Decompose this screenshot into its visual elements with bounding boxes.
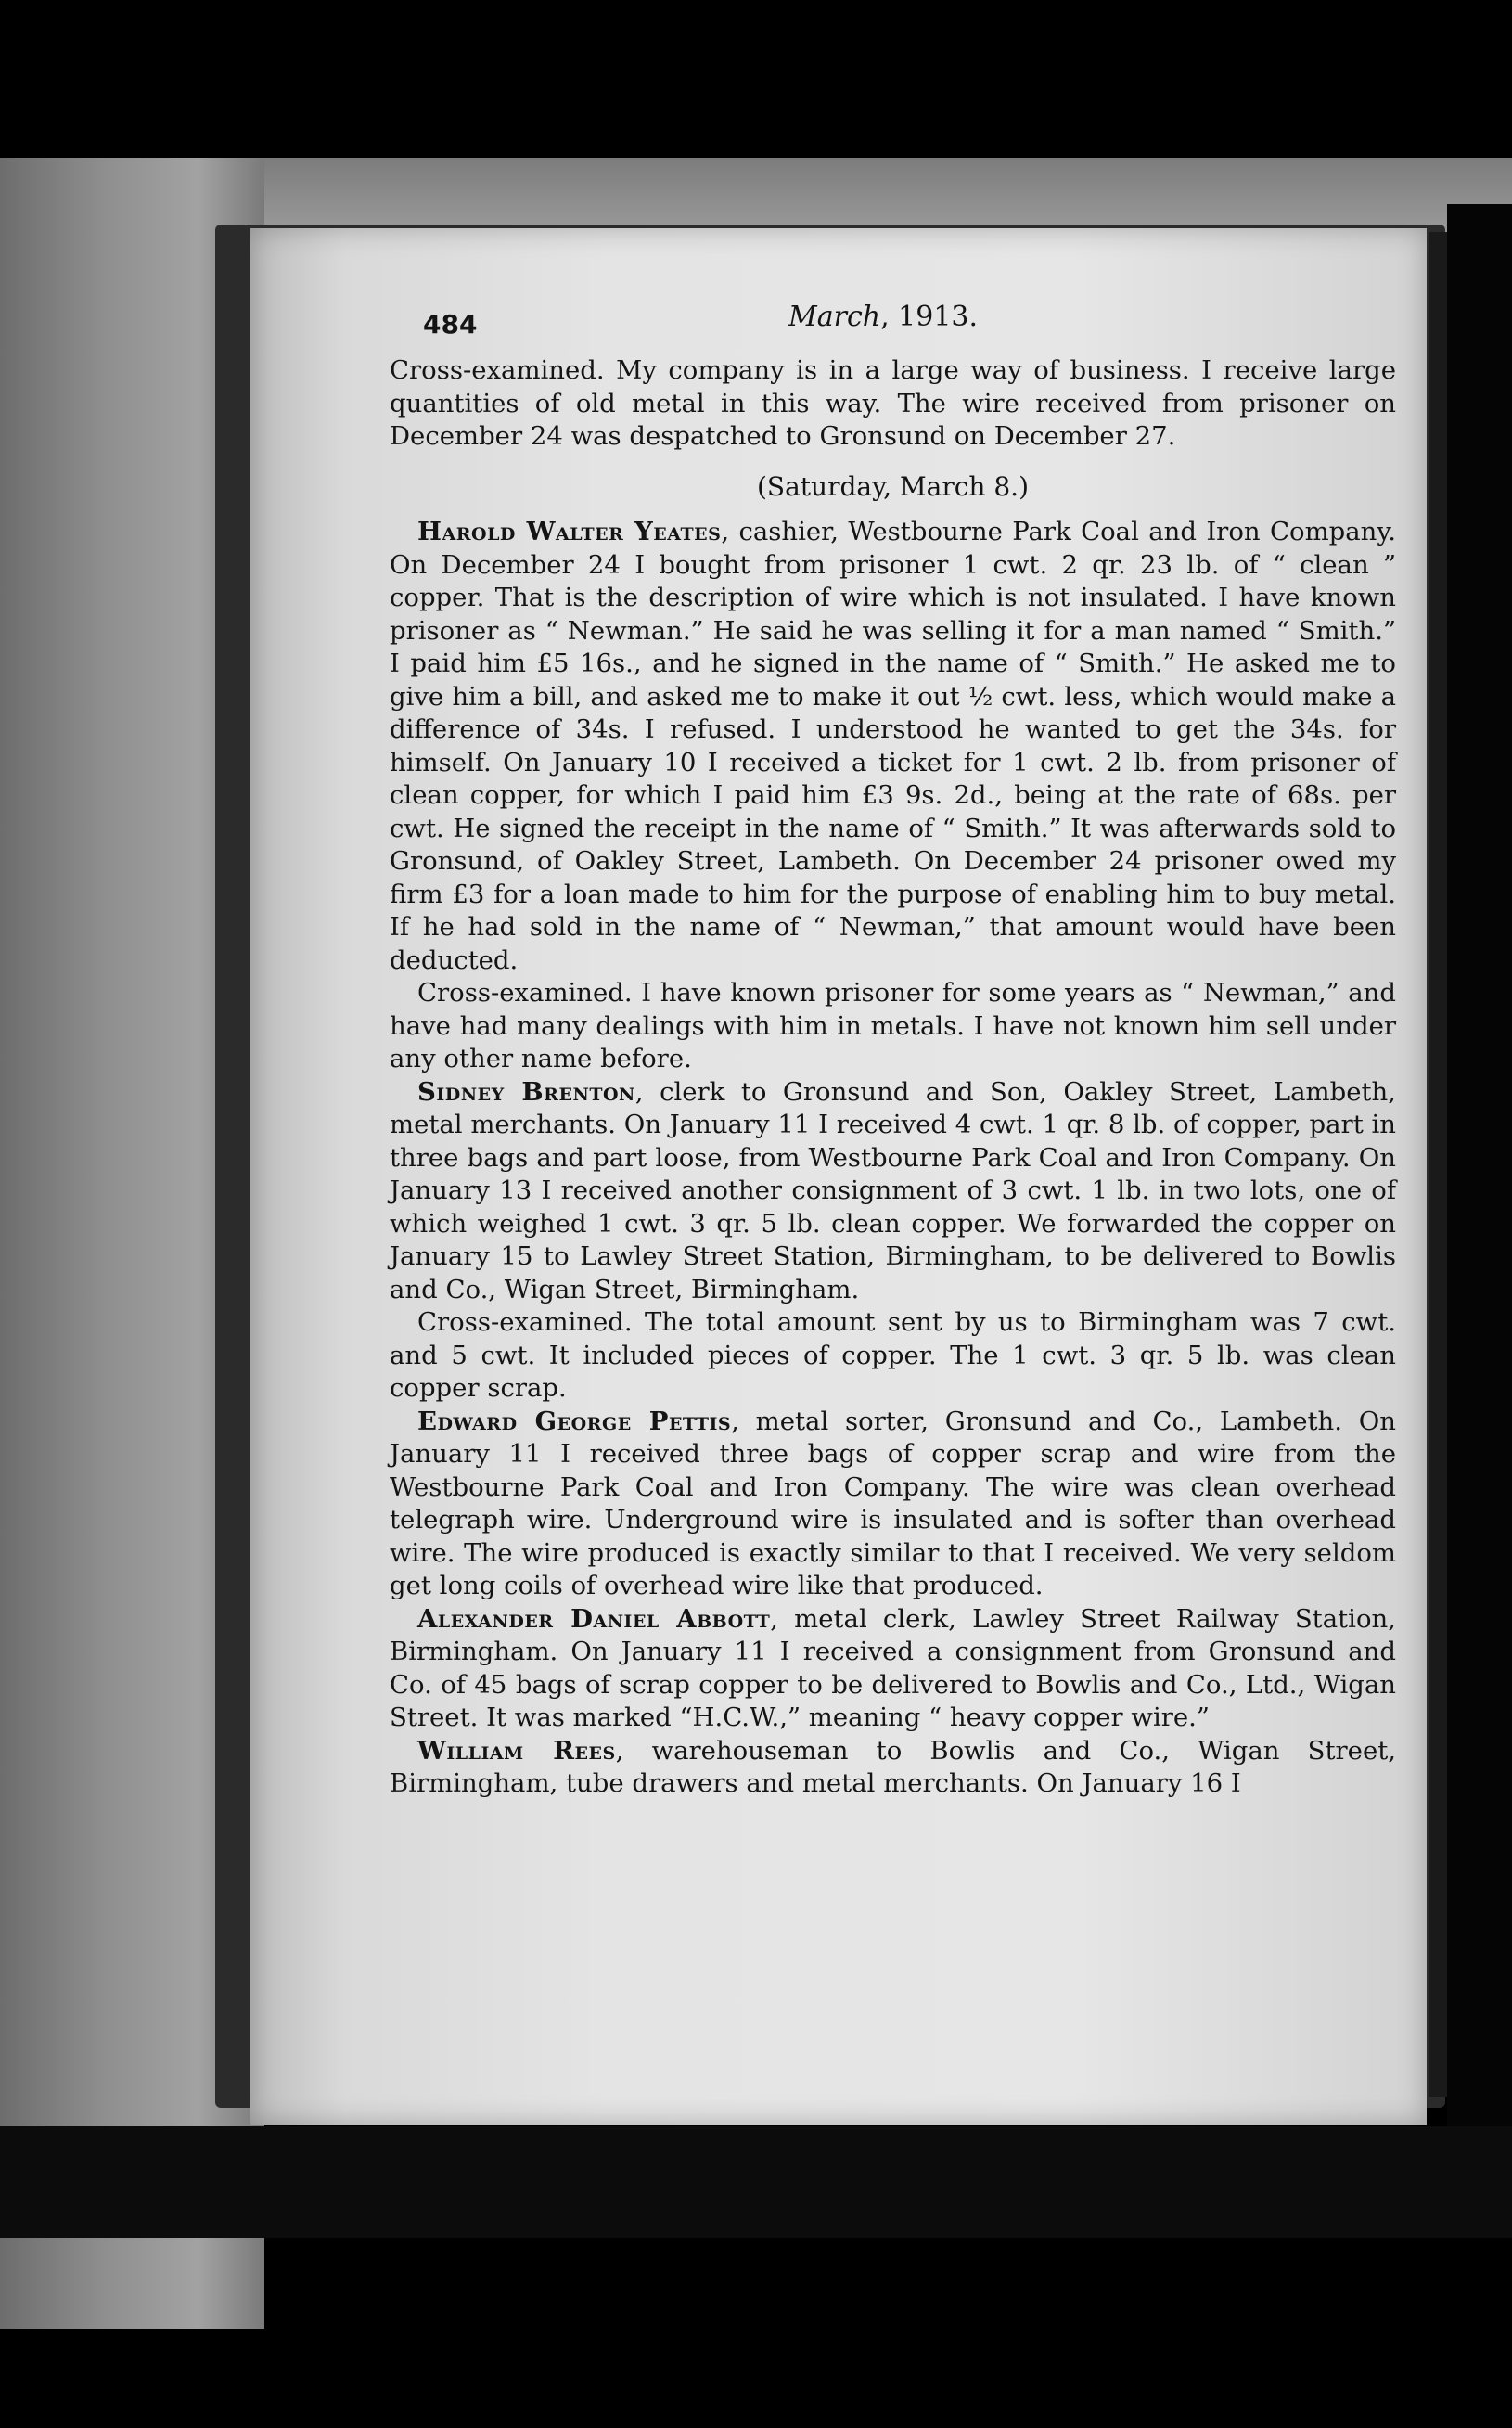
paragraph-abbott: [390, 1603, 1396, 1735]
witness-name: Harold Walter Yeates: [417, 517, 722, 546]
paragraph-brenton: [390, 1076, 1396, 1307]
witness-testimony: , warehouseman to Bowlis and Co., Wigan Street, Birmingham, tube drawers and metal merchants. On January 16 I: [390, 1735, 1397, 1798]
witness-testimony: , cashier, Westbourne Park Coal and Iron Company. On December 24 I bought from prisoner 1 cwt. 2 qr. 23 lb. of “ clean ” copper. That is the description of wire which is not insulated. I have known prisoner as “ Newman.” He said he was selling it for a man named “ Smith.” I paid him £5 16s., and he signed in the name of “ Smith.” He asked me to give him a bill, and asked me to make it out ½ cwt. less, which would make a difference of 34s. I refused. I understood he wanted to get the 34s. for himself. On January 10 I received a ticket for 1 cwt. 2 lb. from prisoner of clean copper, for which I paid him £3 9s. 2d., being at the rate of 68s. per cwt. He signed the receipt in the name of “ Smith.” It was afterwards sold to Gronsund, of Oakley Street, Lambeth. On December 24 prisoner owed my firm £3 for a loan made to him for the purpose of enabling him to buy metal. If he had sold in the name of “ Newman,” that amount would have been deducted.: [390, 517, 1396, 975]
witness-name: Alexander Daniel Abbott: [417, 1603, 771, 1634]
book-bottom-edge: [0, 2126, 1512, 2238]
witness-name: Edward George Pettis: [417, 1406, 732, 1436]
page-text-block: [390, 295, 1396, 1801]
witness-name: Sidney Brenton: [417, 1076, 635, 1107]
next-page-edge: [1447, 204, 1512, 2152]
running-head-year: , 1913.: [880, 301, 979, 333]
witness-testimony: , metal clerk, Lawley Street Railway Station, Birmingham. On January 11 I received a consignment from Gronsund and Co. of 45 bags of scrap copper to be delivered to Bowlis and Co., Ltd., Wigan Street. It was marked “H.C.W.,” meaning “ heavy copper wire.”: [390, 1603, 1396, 1732]
running-head-month: March: [788, 301, 881, 333]
paragraph-pettis: [390, 1406, 1396, 1603]
witness-name: William Rees: [417, 1735, 616, 1766]
page-gutter: [1429, 232, 1447, 2097]
witness-testimony: , metal sorter, Gronsund and Co., Lambeth. On January 11 I received three bags of copper scrap and wire from the Westbourne Park Coal and Iron Company. The wire was clean overhead telegraph wire. Underground wire is insulated and is softer than overhead wire. The wire produced is exactly similar to that I received. We very seldom get long coils of overhead wire like that produced.: [390, 1406, 1396, 1600]
page-header: [390, 295, 1396, 343]
witness-testimony: , clerk to Gronsund and Son, Oakley Street, Lambeth, metal merchants. On January 11 I received 4 cwt. 1 qr. 8 lb. of copper, part in three bags and part loose, from Westbourne Park Coal and Iron Company. On January 13 I received another consignment of 3 cwt. 1 lb. in two lots, one of which weighed 1 cwt. 3 qr. 5 lb. clean copper. We forwarded the copper on January 15 to Lawley Street Station, Birmingham, to be delivered to Bowlis and Co., Wigan Street, Birmingham.: [390, 1076, 1396, 1304]
paragraph-cross-examination-1: Cross-examined. My company is in a large way of business. I receive large quantities of old metal in this way. The wire received from prisoner on December 24 was despatched to Gronsund on December 27.: [390, 355, 1396, 451]
paragraph-cross-examination-2: Cross-examined. I have known prisoner for some years as “ Newman,” and have had many dealings with him in metals. I have not known him sell under any other name before.: [390, 978, 1396, 1073]
paragraph-rees: [390, 1735, 1396, 1801]
page-number: 484: [423, 309, 478, 340]
running-head: [788, 301, 978, 334]
paragraph-yeates: [390, 516, 1396, 977]
date-heading: (Saturday, March 8.): [757, 470, 1029, 502]
paragraph-cross-examination-3: Cross-examined. The total amount sent by us to Birmingham was 7 cwt. and 5 cwt. It included pieces of copper. The 1 cwt. 3 qr. 5 lb. was clean copper scrap.: [390, 1307, 1396, 1403]
